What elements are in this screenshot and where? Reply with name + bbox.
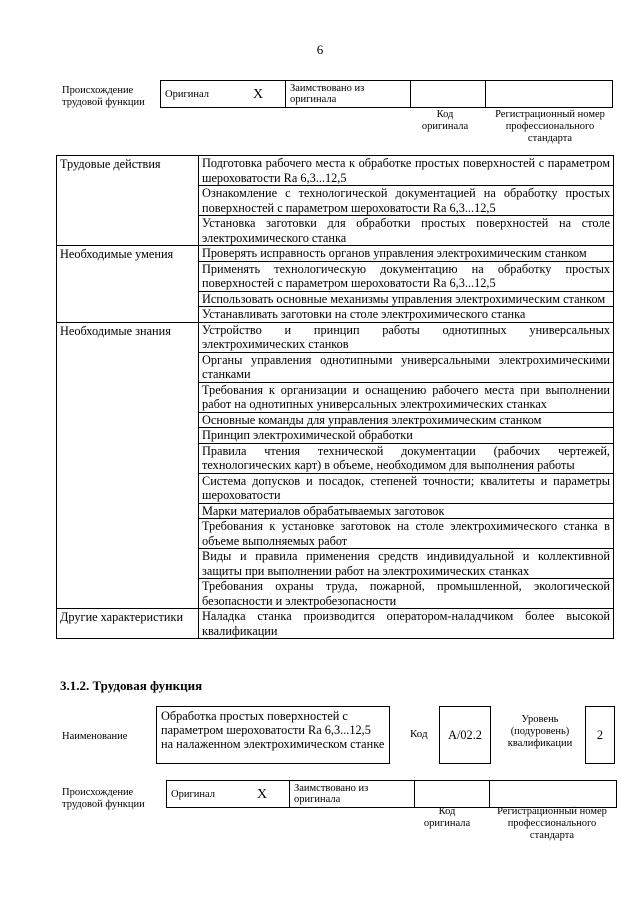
item-cell: Требования к организации и оснащению рабочего места при выполнении работ на однотипных универсальных электрохимических станках [199, 382, 614, 412]
function-name-box: Обработка простых поверхностей с параметром шероховатости Ra 6,3...12,5 на налаженном электрохимическом станке [156, 706, 390, 764]
item-cell: Требования охраны труда, пожарной, промышленной, экологической безопасности и электробезопасности [199, 579, 614, 609]
item-cell: Проверять исправность органов управления электрохимическим станком [199, 246, 614, 262]
table-row [57, 322, 614, 352]
item-cell: Применять технологическую документацию на обработку простых поверхностей с параметром шероховатости Ra 6,3...12,5 [199, 261, 614, 291]
item-cell: Основные команды для управления электрохимическим станком [199, 412, 614, 428]
registration-caption: Регистрационный номер профессионального стандарта [497, 806, 607, 841]
item-cell: Устанавливать заготовки на столе электрохимического станка [199, 307, 614, 323]
item-cell: Использовать основные механизмы управления электрохимическим станком [199, 291, 614, 307]
item-cell: Органы управления однотипными универсальными электрохимическими станками [199, 352, 614, 382]
original-label: Оригинал [161, 81, 232, 108]
original-code-cell [411, 81, 486, 108]
original-label: Оригинал [167, 781, 236, 808]
borrowed-label: Заимствовано из оригинала [286, 81, 411, 108]
origin-label: Происхождение трудовой функции [62, 85, 145, 108]
origin-table [166, 780, 617, 808]
category-cell: Другие характеристики [57, 609, 199, 639]
borrowed-label: Заимствовано из оригинала [290, 781, 415, 808]
category-cell: Необходимые знания [57, 322, 199, 609]
registration-number-cell [486, 81, 613, 108]
original-code-cell [415, 781, 490, 808]
item-cell: Наладка станка производится оператором-наладчиком более высокой квалификации [199, 609, 614, 639]
item-cell: Подготовка рабочего места к обработке простых поверхностей с параметром шероховатости Ra 6,3...12,5 [199, 156, 614, 186]
table-row [57, 246, 614, 262]
qualification-level-label: Уровень (подуровень) квалификации [507, 714, 573, 749]
item-cell: Виды и правила применения средств индивидуальной и коллективной защиты при выполнении работ на электрохимических станках [199, 549, 614, 579]
category-cell: Необходимые умения [57, 246, 199, 323]
item-cell: Требования к установке заготовок на столе электрохимического станка в объеме выполняемых работ [199, 519, 614, 549]
item-cell: Принцип электрохимической обработки [199, 428, 614, 444]
page-number: 6 [316, 42, 324, 57]
table-row [57, 609, 614, 639]
qualification-level-box: 2 [585, 706, 615, 764]
origin-table [160, 80, 613, 108]
section-heading: 3.1.2. Трудовая функция [60, 678, 203, 693]
item-cell: Правила чтения технической документации (рабочих чертежей, технологических карт) в объеме, необходимом для выполнения работы [199, 443, 614, 473]
registration-number-cell [490, 781, 617, 808]
original-mark: X [235, 781, 290, 808]
table-row [57, 156, 614, 186]
item-cell: Система допусков и посадок, степеней точности; квалитеты и параметры шероховатости [199, 473, 614, 503]
item-cell: Ознакомление с технологической документацией на обработку простых поверхностей с параметром шероховатости Ra 6,3...12,5 [199, 186, 614, 216]
original-mark: X [231, 81, 286, 108]
function-code-box: A/02.2 [439, 706, 491, 764]
origin-label: Происхождение трудовой функции [62, 787, 145, 810]
category-cell: Трудовые действия [57, 156, 199, 246]
item-cell: Установка заготовки для обработки простых поверхностей на столе электрохимического станка [199, 216, 614, 246]
code-caption: Код оригинала [421, 109, 469, 132]
code-caption: Код оригинала [423, 806, 471, 829]
labor-function-table [56, 155, 614, 639]
registration-caption: Регистрационный номер профессионального стандарта [495, 109, 605, 144]
function-name-label: Наименование [62, 731, 128, 742]
item-cell: Устройство и принцип работы однотипных универсальных электрохимических станков [199, 322, 614, 352]
function-code-label: Код [410, 728, 428, 740]
item-cell: Марки материалов обрабатываемых заготовок [199, 503, 614, 519]
